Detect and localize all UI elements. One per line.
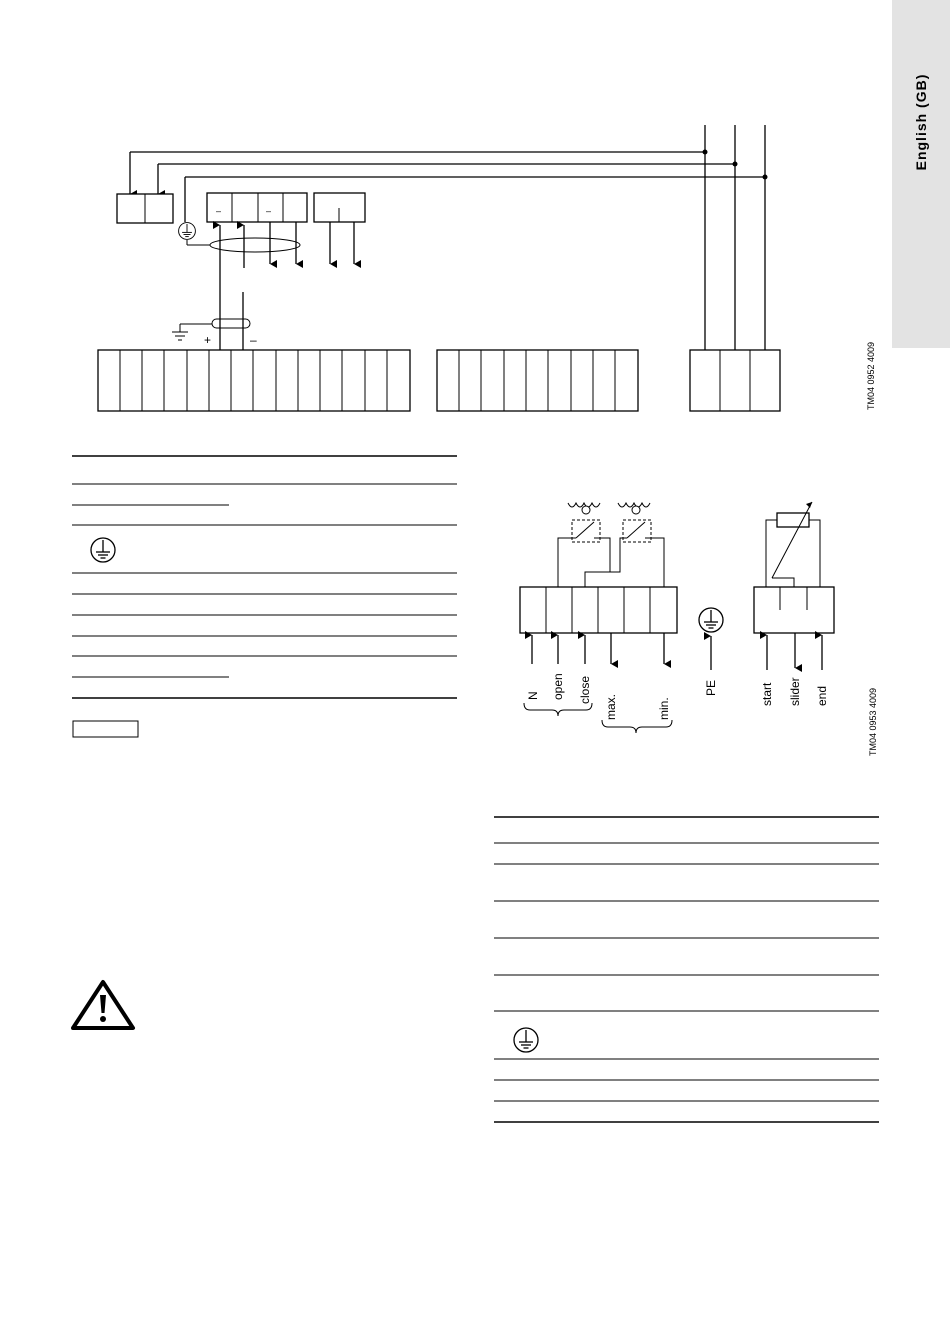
wiring-diagram-top [98, 125, 876, 411]
drawing-code-top: TM04 0952 4009 [866, 341, 876, 410]
warning-icon [73, 982, 133, 1028]
label-pe: PE [704, 679, 718, 696]
label-open: open [551, 673, 565, 700]
minus-sign-bottom: – [250, 333, 257, 347]
label-slider: slider [788, 677, 802, 706]
label-min: min. [657, 697, 671, 720]
minus-sign-2: – [266, 206, 272, 216]
language-tab-label: English (GB) [913, 73, 929, 171]
minus-sign-1: – [216, 206, 222, 216]
terminal-table-right [494, 817, 879, 1122]
label-close: close [578, 675, 592, 704]
terminal-table-left [72, 456, 457, 737]
label-n: N [526, 691, 540, 700]
plus-sign: + [204, 333, 212, 347]
label-max: max. [604, 693, 618, 720]
wiring-diagram-right [520, 502, 878, 756]
label-start: start [760, 682, 774, 706]
label-end: end [815, 685, 829, 706]
drawing-code-right: TM04 0953 4009 [868, 687, 878, 756]
